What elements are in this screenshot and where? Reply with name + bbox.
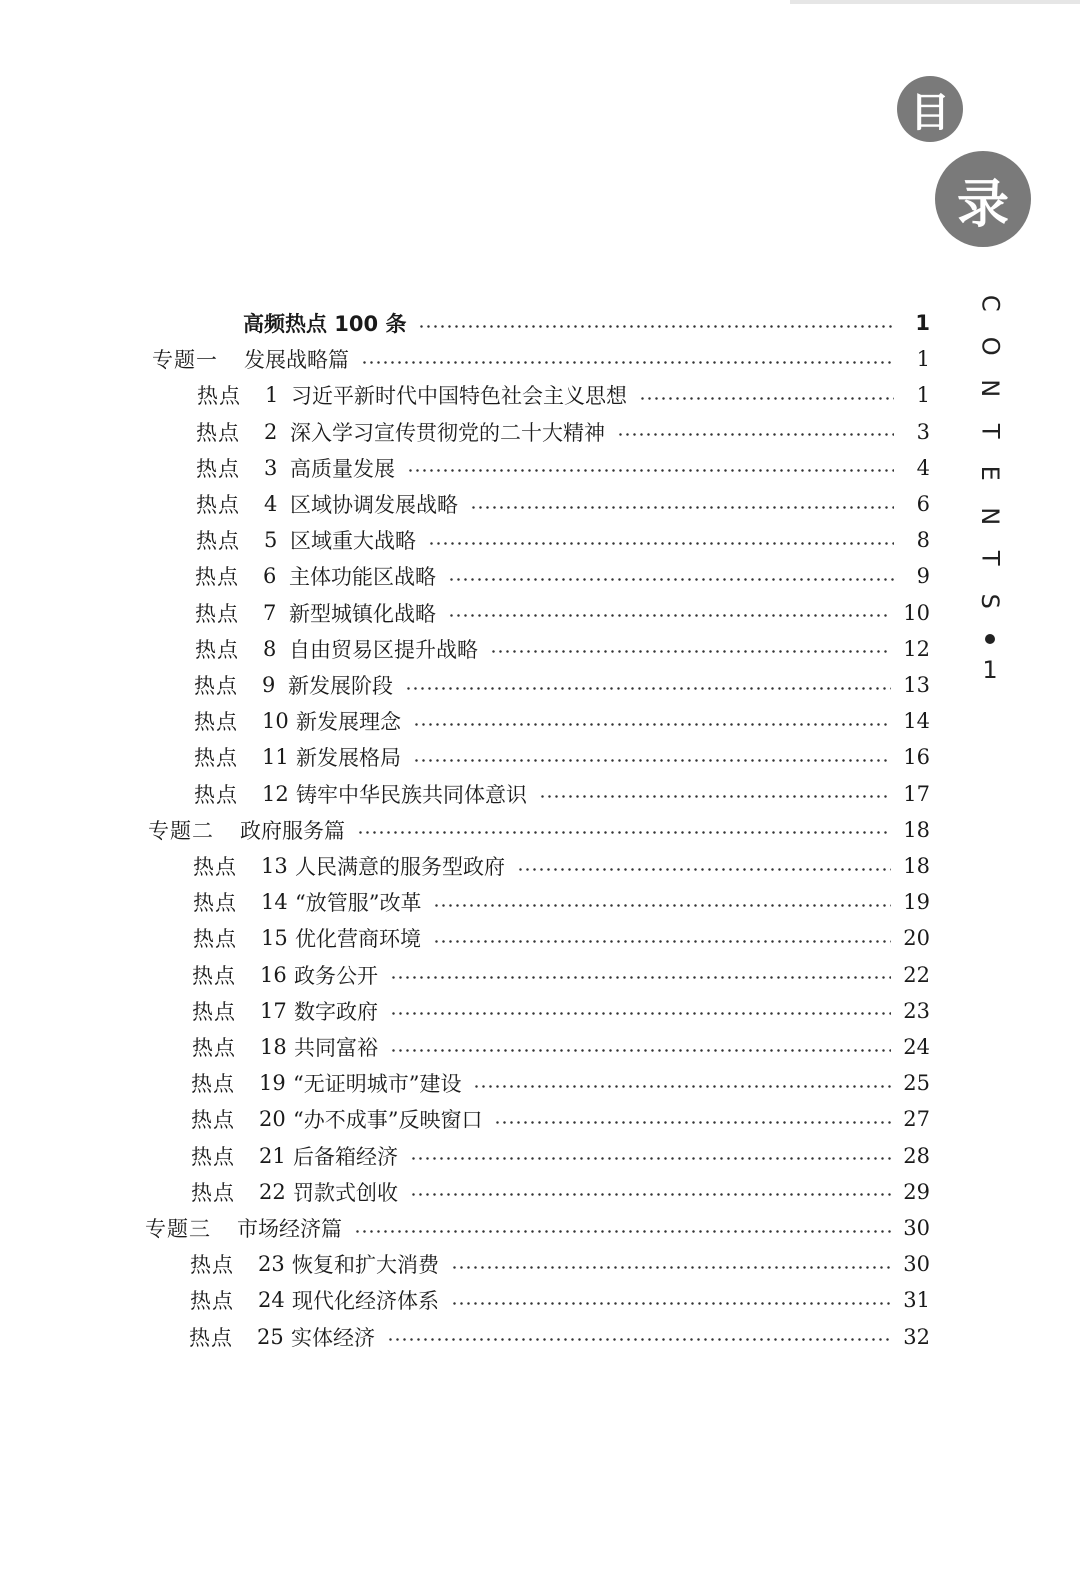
entry-title: 罚款式创收 [293, 1180, 398, 1205]
dot-leader [390, 1049, 891, 1052]
hotspot-number: 1 [265, 383, 279, 408]
hotspot-label: 热点 [193, 927, 237, 952]
hotspot-label: 热点 [191, 1108, 235, 1133]
toc-item-row[interactable] [194, 703, 930, 739]
contents-letter: E [976, 465, 1005, 481]
entry-page-number: 3 [916, 419, 930, 444]
hotspot-number: 5 [264, 528, 278, 553]
hotspot-number: 10 [262, 709, 289, 734]
hotspot-label: 热点 [194, 710, 238, 735]
dot-leader [413, 723, 891, 726]
hotspot-label: 热点 [190, 1289, 234, 1314]
dot-leader [433, 940, 891, 943]
entry-page-number: 18 [903, 854, 930, 878]
section-label: 专题二 [148, 818, 214, 843]
toc-item-row[interactable] [191, 1174, 930, 1210]
contents-letter: N [976, 506, 1005, 525]
entry-title: 区域重大战略 [290, 529, 416, 554]
toc-item-row[interactable] [196, 522, 930, 558]
hotspot-label: 热点 [190, 1253, 234, 1278]
dot-leader [410, 1157, 891, 1160]
entry-page-number: 1 [916, 383, 930, 408]
entry-page-number: 16 [903, 745, 930, 770]
dot-leader [405, 687, 891, 690]
dot-leader [428, 542, 894, 545]
entry-title: 新发展格局 [296, 746, 401, 771]
hotspot-label: 热点 [192, 963, 236, 988]
hotspot-label: 热点 [191, 1180, 235, 1205]
entry-page-number: 30 [903, 1252, 930, 1277]
hotspot-label: 热点 [191, 1144, 235, 1169]
toc-item-row[interactable] [194, 739, 930, 775]
toc-item-row[interactable] [190, 1282, 930, 1318]
dot-leader [470, 506, 894, 509]
hotspot-label: 热点 [196, 529, 240, 554]
toc-section-row[interactable] [148, 812, 930, 848]
hotspot-number: 19 [259, 1071, 286, 1096]
hotspot-number: 9 [262, 673, 276, 697]
hotspot-number: 12 [262, 781, 289, 806]
page-number: 1 [982, 656, 998, 684]
hotspot-number: 3 [264, 455, 278, 480]
hotspot-number: 14 [261, 890, 288, 915]
entry-page-number: 22 [903, 962, 930, 987]
hotspot-number: 17 [260, 998, 287, 1023]
dot-leader [539, 795, 891, 798]
entry-title: 共同富裕 [294, 1036, 378, 1060]
dot-leader [354, 1230, 891, 1233]
dot-leader [390, 976, 891, 979]
hotspot-number: 18 [260, 1035, 287, 1059]
dot-leader [451, 1266, 891, 1269]
entry-title: 铸牢中华民族共同体意识 [296, 782, 527, 807]
hotspot-label: 热点 [197, 384, 241, 409]
hotspot-label: 热点 [191, 1072, 235, 1097]
page-edge-shadow [790, 0, 1080, 4]
entry-page-number: 8 [916, 528, 930, 553]
dot-leader [490, 650, 891, 653]
entry-page-number: 29 [903, 1179, 930, 1204]
entry-page-number: 1 [916, 347, 930, 372]
entry-title: 实体经济 [291, 1325, 375, 1350]
toc-heading-title: 高频热点 100 条 [243, 312, 407, 336]
entry-title: 主体功能区战略 [289, 565, 436, 590]
toc-section-row[interactable] [145, 1210, 930, 1246]
contents-letter: N [976, 379, 1005, 398]
vertical-contents-label [976, 282, 1005, 684]
entry-page-number: 23 [903, 998, 930, 1023]
section-label: 专题一 [152, 348, 218, 373]
entry-page-number: 10 [903, 600, 930, 625]
entry-page-number: 31 [903, 1288, 930, 1313]
toc-item-row[interactable] [196, 450, 930, 486]
hotspot-label: 热点 [192, 999, 236, 1024]
entry-page-number: 28 [903, 1143, 930, 1168]
contents-letter: T [976, 423, 1005, 439]
contents-badge-top: 目 [897, 76, 963, 142]
dot-leader [387, 1338, 891, 1341]
entry-page-number: 27 [903, 1107, 930, 1132]
entry-page-number: 6 [916, 492, 930, 516]
hotspot-label: 热点 [195, 637, 239, 662]
entry-page-number: 14 [903, 709, 930, 734]
hotspot-number: 15 [261, 926, 288, 951]
entry-page-number: 13 [903, 673, 930, 697]
contents-badge-bottom: 录 [935, 151, 1031, 247]
dot-leader [433, 904, 891, 907]
entry-page-number: 17 [903, 781, 930, 806]
entry-title: 政府服务篇 [240, 818, 345, 843]
hotspot-number: 6 [263, 564, 277, 589]
bullet-dot-icon [985, 634, 995, 644]
entry-title: 新发展阶段 [288, 674, 393, 698]
hotspot-label: 热点 [196, 420, 240, 445]
hotspot-number: 4 [264, 492, 278, 516]
entry-title: 新型城镇化战略 [289, 601, 436, 626]
toc-item-row[interactable] [196, 486, 930, 522]
dot-leader [617, 433, 894, 436]
dot-leader [639, 397, 894, 400]
toc-item-row[interactable] [191, 1138, 930, 1174]
toc-item-row[interactable] [194, 667, 930, 703]
hotspot-label: 热点 [194, 782, 238, 807]
hotspot-label: 热点 [195, 601, 239, 626]
entry-title: “放管服”改革 [295, 891, 422, 916]
dot-leader [494, 1121, 891, 1124]
hotspot-label: 热点 [196, 493, 240, 517]
hotspot-number: 24 [258, 1288, 285, 1313]
dot-leader [410, 1193, 891, 1196]
dot-leader [448, 614, 891, 617]
hotspot-label: 热点 [196, 456, 240, 481]
hotspot-number: 21 [259, 1143, 286, 1168]
hotspot-number: 2 [264, 419, 278, 444]
entry-page-number: 19 [903, 890, 930, 915]
entry-page-number: 20 [903, 926, 930, 951]
dot-leader [448, 578, 894, 581]
toc-item-row[interactable] [195, 631, 930, 667]
dot-leader [473, 1085, 891, 1088]
dot-leader [407, 469, 894, 472]
entry-page-number: 25 [903, 1071, 930, 1096]
toc-item-row[interactable] [196, 414, 930, 450]
entry-title: 自由贸易区提升战略 [289, 637, 478, 662]
toc-item-row[interactable] [194, 776, 930, 812]
entry-title: 后备箱经济 [293, 1144, 398, 1169]
toc-item-row[interactable] [190, 1246, 930, 1282]
entry-page-number: 4 [916, 455, 930, 480]
section-label: 专题三 [145, 1217, 211, 1241]
contents-letter: C [976, 294, 1005, 312]
contents-letter: T [976, 550, 1005, 566]
entry-page-number: 30 [903, 1216, 930, 1240]
toc-item-row[interactable] [192, 1029, 930, 1065]
entry-title: 发展战略篇 [244, 348, 349, 373]
toc-item-row[interactable] [195, 558, 930, 594]
toc-item-row[interactable] [189, 1319, 930, 1355]
dot-leader [418, 325, 894, 328]
contents-letter: S [976, 593, 1005, 609]
toc-item-row[interactable] [192, 993, 930, 1029]
hotspot-number: 25 [257, 1324, 284, 1349]
toc-section-row[interactable] [152, 341, 930, 377]
hotspot-number: 23 [258, 1252, 285, 1277]
toc-item-row[interactable] [197, 377, 930, 413]
toc-heading[interactable] [243, 305, 930, 341]
hotspot-number: 20 [259, 1107, 286, 1132]
entry-title: 区域协调发展战略 [290, 493, 458, 517]
entry-page-number: 32 [903, 1324, 930, 1349]
entry-title: 现代化经济体系 [292, 1289, 439, 1314]
entry-page-number: 24 [903, 1035, 930, 1059]
hotspot-label: 热点 [193, 855, 237, 879]
toc-heading-page: 1 [915, 311, 930, 335]
toc-item-row[interactable] [192, 957, 930, 993]
hotspot-label: 热点 [193, 891, 237, 916]
dot-leader [361, 361, 894, 364]
hotspot-number: 22 [259, 1179, 286, 1204]
entry-page-number: 9 [916, 564, 930, 589]
toc-item-row[interactable] [191, 1065, 930, 1101]
entry-title: 恢复和扩大消费 [292, 1253, 439, 1278]
entry-title: 习近平新时代中国特色社会主义思想 [291, 384, 627, 409]
dot-leader [357, 831, 891, 834]
dot-leader [517, 868, 891, 871]
entry-title: “无证明城市”建设 [293, 1072, 462, 1097]
entry-title: 人民满意的服务型政府 [295, 855, 505, 879]
dot-leader [451, 1302, 891, 1305]
toc-item-row[interactable] [195, 595, 930, 631]
hotspot-label: 热点 [194, 746, 238, 771]
toc-item-row[interactable] [193, 848, 930, 884]
hotspot-label: 热点 [195, 565, 239, 590]
hotspot-number: 13 [261, 854, 288, 878]
entry-title: 优化营商环境 [295, 927, 421, 952]
entry-title: 高质量发展 [290, 456, 395, 481]
hotspot-label: 热点 [189, 1325, 233, 1350]
entry-title: 市场经济篇 [237, 1217, 342, 1241]
dot-leader [413, 759, 891, 762]
toc-item-row[interactable] [193, 884, 930, 920]
toc-item-row[interactable] [191, 1101, 930, 1137]
hotspot-number: 8 [263, 636, 277, 661]
entry-title: 政务公开 [294, 963, 378, 988]
entry-page-number: 12 [903, 636, 930, 661]
hotspot-label: 热点 [194, 674, 238, 698]
hotspot-number: 16 [260, 962, 287, 987]
entry-title: 新发展理念 [296, 710, 401, 735]
hotspot-number: 11 [262, 745, 289, 770]
toc-item-row[interactable] [193, 920, 930, 956]
entry-title: “办不成事”反映窗口 [293, 1108, 483, 1133]
hotspot-number: 7 [263, 600, 277, 625]
entry-title: 数字政府 [294, 999, 378, 1024]
contents-letter: O [976, 336, 1005, 356]
entry-page-number: 18 [903, 817, 930, 842]
dot-leader [390, 1012, 891, 1015]
hotspot-label: 热点 [192, 1036, 236, 1060]
entry-title: 深入学习宣传贯彻党的二十大精神 [290, 420, 605, 445]
